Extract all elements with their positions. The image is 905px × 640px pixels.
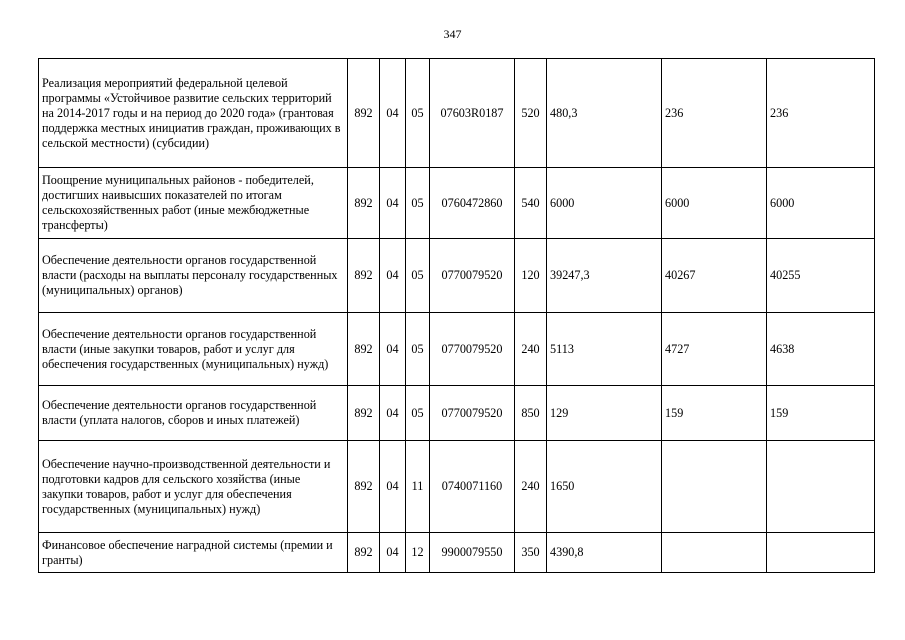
cell-sum-2: 40267 (662, 239, 767, 313)
cell-csr: 0770079520 (430, 313, 515, 386)
cell-vr: 120 (515, 239, 547, 313)
budget-table (38, 58, 875, 573)
cell-ved: 892 (348, 533, 380, 573)
cell-pr: 12 (406, 533, 430, 573)
table-row (39, 168, 875, 239)
cell-rz: 04 (380, 59, 406, 168)
cell-sum-2: 4727 (662, 313, 767, 386)
table-row (39, 59, 875, 168)
table-row (39, 239, 875, 313)
cell-pr: 05 (406, 313, 430, 386)
cell-pr: 05 (406, 386, 430, 441)
cell-pr: 11 (406, 441, 430, 533)
cell-ved: 892 (348, 441, 380, 533)
cell-sum-1: 6000 (547, 168, 662, 239)
table-row (39, 386, 875, 441)
cell-name: Финансовое обеспечение наградной системы (премии и гранты) (39, 533, 348, 573)
cell-sum-3: 6000 (767, 168, 875, 239)
cell-rz: 04 (380, 313, 406, 386)
cell-name: Обеспечение деятельности органов государственной власти (уплата налогов, сборов и иных платежей) (39, 386, 348, 441)
cell-vr: 240 (515, 441, 547, 533)
cell-name: Обеспечение деятельности органов государственной власти (иные закупки товаров, работ и услуг для обеспечения государственных (муниципальных) нужд) (39, 313, 348, 386)
cell-sum-2 (662, 441, 767, 533)
cell-name: Реализация мероприятий федеральной целевой программы «Устойчивое развитие сельских территорий на 2014-2017 годы и на период до 2020 года» (грантовая поддержка местных инициатив граждан, проживающих в сельской местности) (субсидии) (39, 59, 348, 168)
cell-vr: 540 (515, 168, 547, 239)
cell-sum-3: 159 (767, 386, 875, 441)
table-body (39, 59, 875, 573)
cell-ved: 892 (348, 59, 380, 168)
cell-rz: 04 (380, 533, 406, 573)
cell-rz: 04 (380, 239, 406, 313)
cell-sum-2 (662, 533, 767, 573)
cell-sum-3: 236 (767, 59, 875, 168)
cell-vr: 850 (515, 386, 547, 441)
cell-csr: 07603R0187 (430, 59, 515, 168)
cell-pr: 05 (406, 168, 430, 239)
cell-sum-1: 4390,8 (547, 533, 662, 573)
cell-ved: 892 (348, 386, 380, 441)
cell-sum-2: 159 (662, 386, 767, 441)
cell-csr: 0760472860 (430, 168, 515, 239)
cell-ved: 892 (348, 313, 380, 386)
cell-csr: 9900079550 (430, 533, 515, 573)
cell-ved: 892 (348, 168, 380, 239)
cell-pr: 05 (406, 239, 430, 313)
cell-sum-1: 5113 (547, 313, 662, 386)
cell-sum-1: 1650 (547, 441, 662, 533)
cell-sum-3: 40255 (767, 239, 875, 313)
cell-sum-2: 236 (662, 59, 767, 168)
cell-vr: 350 (515, 533, 547, 573)
cell-name: Обеспечение деятельности органов государственной власти (расходы на выплаты персоналу государственных (муниципальных) органов) (39, 239, 348, 313)
cell-vr: 240 (515, 313, 547, 386)
cell-sum-3: 4638 (767, 313, 875, 386)
table-row (39, 441, 875, 533)
table-row (39, 313, 875, 386)
cell-name: Обеспечение научно-производственной деятельности и подготовки кадров для сельского хозяйства (иные закупки товаров, работ и услуг для обеспечения государственных (муниципальных) нужд) (39, 441, 348, 533)
cell-pr: 05 (406, 59, 430, 168)
page-number: 347 (443, 27, 462, 41)
cell-ved: 892 (348, 239, 380, 313)
table-row (39, 533, 875, 573)
cell-sum-3 (767, 533, 875, 573)
cell-csr: 0770079520 (430, 239, 515, 313)
cell-rz: 04 (380, 386, 406, 441)
cell-name: Поощрение муниципальных районов - победителей, достигших наивысших показателей по итогам сельскохозяйственных работ (иные межбюджетные трансферты) (39, 168, 348, 239)
cell-rz: 04 (380, 441, 406, 533)
cell-sum-2: 6000 (662, 168, 767, 239)
cell-csr: 0770079520 (430, 386, 515, 441)
cell-sum-3 (767, 441, 875, 533)
cell-vr: 520 (515, 59, 547, 168)
cell-csr: 0740071160 (430, 441, 515, 533)
cell-sum-1: 480,3 (547, 59, 662, 168)
cell-rz: 04 (380, 168, 406, 239)
cell-sum-1: 39247,3 (547, 239, 662, 313)
cell-sum-1: 129 (547, 386, 662, 441)
